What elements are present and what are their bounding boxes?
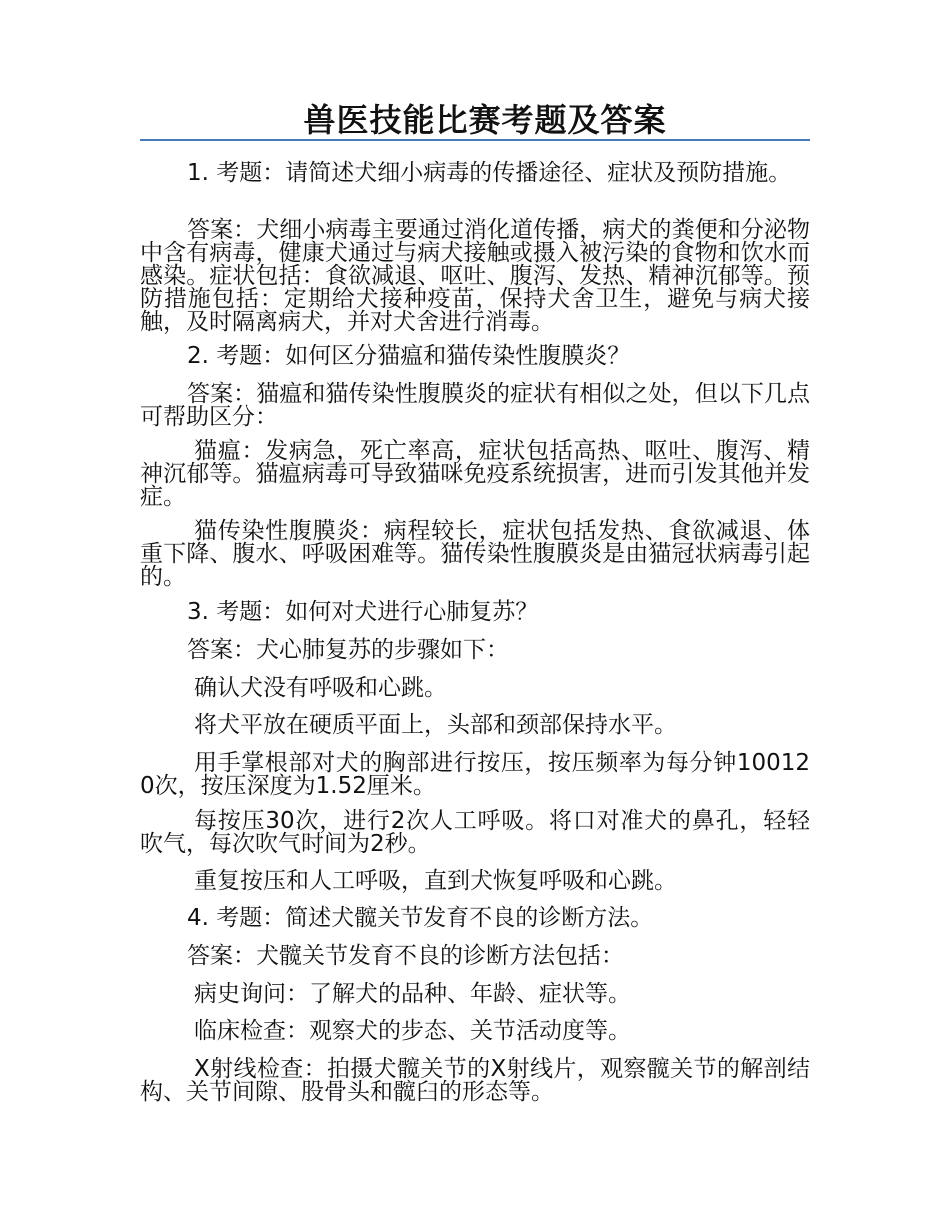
answer-4-item-1: 病史询问：了解犬的品种、年龄、症状等。 [194,981,631,1007]
answer-3-step-1: 确认犬没有呼吸和心跳。 [194,675,447,701]
answer-3-step-3: 用手掌根部对犬的胸部进行按压，按压频率为每分钟100120次，按压深度为1.52厘米。 [140,750,810,799]
question-4: 4. 考题：简述犬髋关节发育不良的诊断方法。 [187,905,654,931]
answer-4-intro: 答案：犬髋关节发育不良的诊断方法包括： [187,943,624,969]
question-2: 2. 考题：如何区分猫瘟和猫传染性腹膜炎？ [187,343,631,369]
question-1: 1. 考题：请简述犬细小病毒的传播途径、症状及预防措施。 [187,160,792,186]
answer-4-item-2: 临床检查：观察犬的步态、关节活动度等。 [194,1018,631,1044]
answer-3-step-5: 重复按压和人工呼吸，直到犬恢复呼吸和心跳。 [194,868,677,894]
answer-4-item-3: X射线检查：拍摄犬髋关节的X射线片，观察髋关节的解剖结构、关节间隙、股骨头和髋臼的形态等。 [140,1056,810,1105]
answer-3-step-4: 每按压30次，进行2次人工呼吸。将口对准犬的鼻孔，轻轻吹气，每次吹气时间为2秒。 [140,808,810,857]
title-underline [140,139,810,141]
answer-2-intro: 答案：猫瘟和猫传染性腹膜炎的症状有相似之处，但以下几点可帮助区分： [140,381,810,430]
answer-3-step-2: 将犬平放在硬质平面上，头部和颈部保持水平。 [194,712,677,738]
answer-2-item-2: 猫传染性腹膜炎：病程较长，症状包括发热、食欲减退、体重下降、腹水、呼吸困难等。猫传染性腹膜炎是由猫冠状病毒引起的。 [140,518,810,590]
document-title: 兽医技能比赛考题及答案 [303,101,667,139]
answer-3-intro: 答案：犬心肺复苏的步骤如下： [187,637,509,663]
answer-2-item-1: 猫瘟：发病急，死亡率高，症状包括高热、呕吐、腹泻、精神沉郁等。猫瘟病毒可导致猫咪免疫系统损害，进而引发其他并发症。 [140,438,810,510]
answer-1: 答案：犬细小病毒主要通过消化道传播，病犬的粪便和分泌物中含有病毒，健康犬通过与病犬接触或摄入被污染的食物和饮水而感染。症状包括：食欲减退、呕吐、腹泻、发热、精神沉郁等。预防措施包括：定期给犬接种疫苗，保持犬舍卫生，避免与病犬接触，及时隔离病犬，并对犬舍进行消毒。 [140,217,810,335]
question-3: 3. 考题：如何对犬进行心肺复苏？ [187,599,539,625]
